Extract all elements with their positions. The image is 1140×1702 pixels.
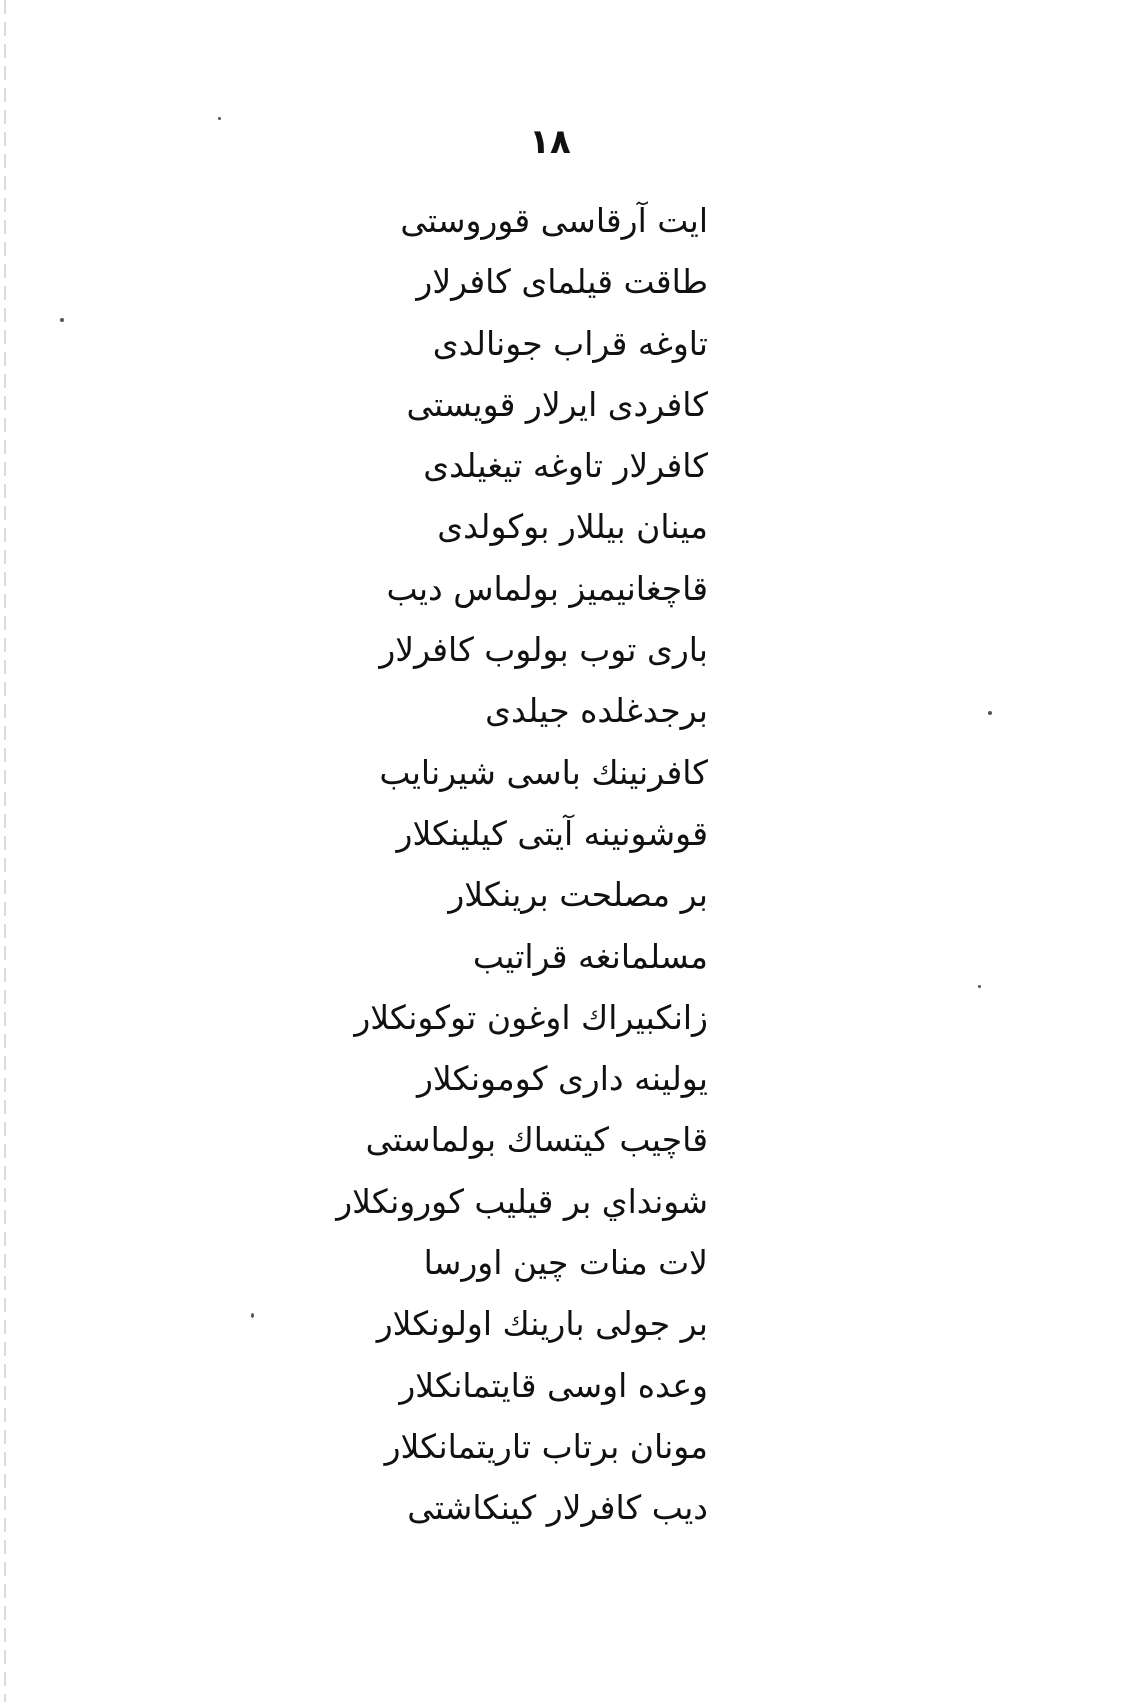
verse-line: شونداي بر قیلیب کورونکلار — [336, 1181, 708, 1221]
verse-line: ایت آرقاسی قوروستی — [400, 201, 708, 240]
verse-line: کافردی ایرلار قویستی — [406, 384, 708, 424]
verse-line: مونان برتاب تاریتمانکلار — [384, 1426, 708, 1466]
verse-line: برجدغلده جیلدی — [485, 691, 708, 731]
verse-line: قاچغانیمیز بولماس دیب — [386, 568, 708, 608]
ink-speck — [978, 985, 981, 988]
ink-speck — [988, 711, 992, 715]
verse-line: بر جولی بارینك اولونکلار — [376, 1304, 708, 1344]
verse-line: قاچیب کیتساك بولماستی — [365, 1120, 708, 1160]
verse-line: کافرلار تاوغه تیغیلدی — [423, 446, 708, 486]
verse-line: قوشونینه آیتی کیلینکلار — [396, 813, 708, 853]
verse-line: تاوغه قراب جونالدی — [432, 323, 708, 363]
verse-line: لات منات چین اورسا — [423, 1243, 708, 1283]
verse-line: بر مصلحت برینکلار — [448, 875, 708, 915]
ink-speck — [60, 318, 64, 322]
page-edge-shadow — [4, 0, 6, 1702]
verse-line: دیب کافرلار کینکاشتی — [407, 1488, 708, 1528]
verse-line: زانکبیراك اوغون توکونکلار — [354, 997, 708, 1037]
ink-speck — [251, 1313, 254, 1318]
verse-line: کافرنینك باسی شیرنایب — [379, 752, 708, 792]
ink-speck — [218, 117, 221, 120]
verse-line: باری توب بولوب کافرلار — [379, 630, 708, 670]
poem-verse — [288, 190, 708, 1539]
verse-line: طاقت قیلمای کافرلار — [416, 262, 708, 302]
verse-line: مینان بیللار بوکولدی — [437, 507, 708, 547]
verse-line: یولینه داری کومونکلار — [416, 1059, 708, 1099]
verse-line: وعده اوسی قایتمانکلار — [399, 1365, 708, 1405]
verse-line: مسلمانغه قراتیب — [472, 936, 708, 976]
page-number: ۱۸ — [529, 122, 571, 162]
